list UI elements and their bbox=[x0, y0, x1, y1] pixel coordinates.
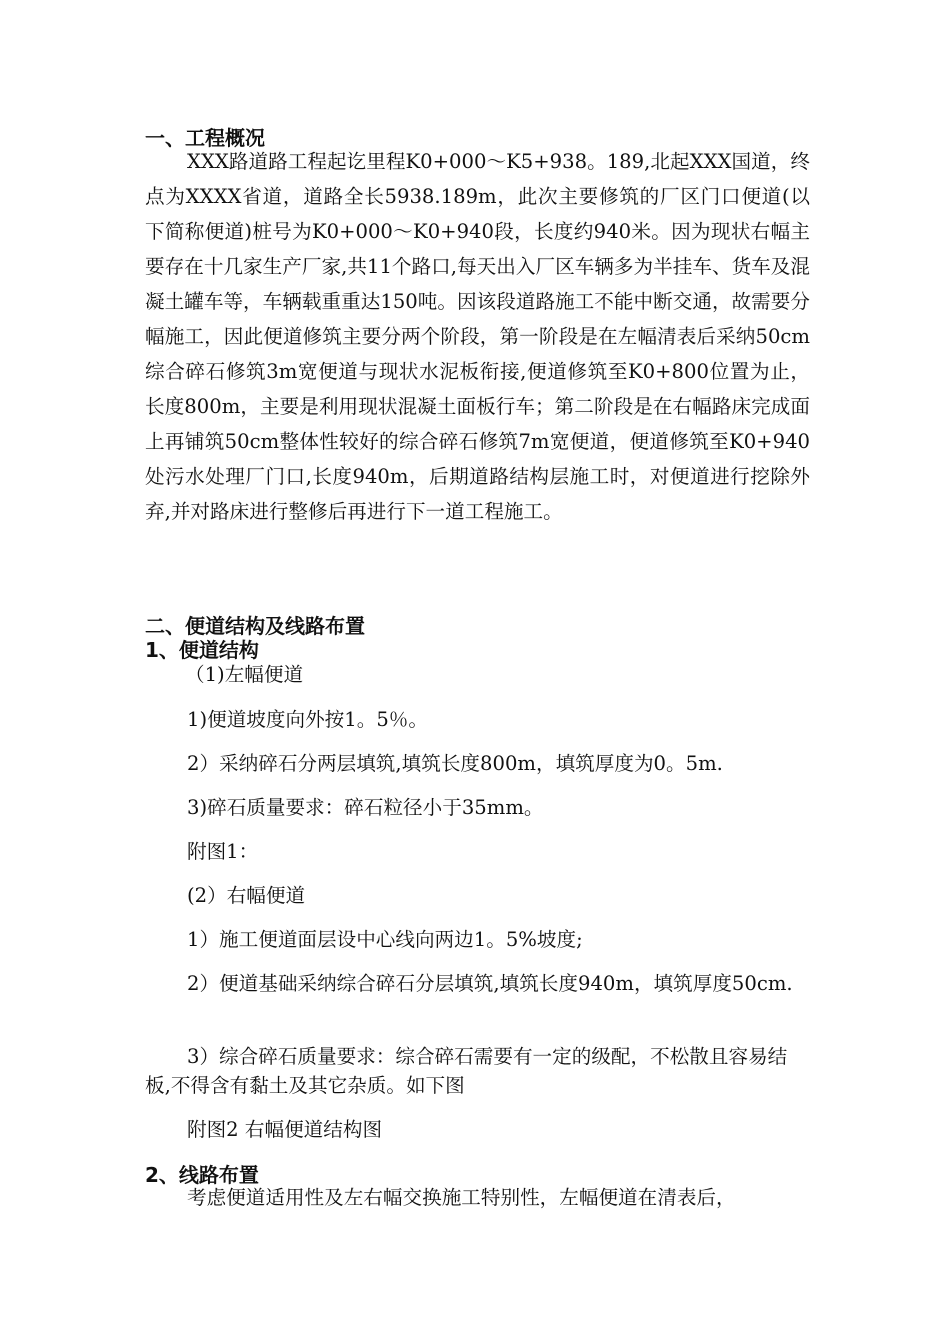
left-lane-item-1: 1)便道坡度向外按1。5％。 bbox=[187, 708, 428, 731]
section-1-heading: 一、工程概况 bbox=[145, 126, 265, 150]
figure-2-caption: 附图2 右幅便道结构图 bbox=[187, 1118, 383, 1141]
section-1-paragraph: XXX路道路工程起讫里程K0+000～K5+938。189,北起XXX国道，终点为XXXX省道，道路全长5938.189m，此次主要修筑的厂区门口便道(以下简称便道)桩号为K0+000～K0+940段，长度约940米。因为现状右幅主要存在十几家生产厂家,共11个路口,每天出入厂区车辆多为半挂车、货车及混凝土罐车等，车辆载重重达150吨。因该段道路施工不能中断交通，故需要分幅施工，因此便道修筑主要分两个阶段，第一阶段是在左幅清表后采纳50cm综合碎石修筑3m宽便道与现状水泥板衔接,便道修筑至K0+800位置为止，长度800m，主要是利用现状混凝土面板行车；第二阶段是在右幅路床完成面上再铺筑50cm整体性较好的综合碎石修筑7m宽便道，便道修筑至K0+940处污水处理厂门口,长度940m，后期道路结构层施工时，对便道进行挖除外弃,并对路床进行整修后再进行下一道工程施工。 bbox=[145, 150, 810, 523]
left-lane-item-3: 3)碎石质量要求：碎石粒径小于35mm。 bbox=[187, 796, 544, 819]
section-2-heading: 二、便道结构及线路布置 bbox=[145, 614, 365, 638]
subsection-2-heading: 2、线路布置 bbox=[145, 1163, 259, 1187]
right-lane-item-3: 3）综合碎石质量要求：综合碎石需要有一定的级配，不松散且容易结板,不得含有黏土及其它杂质。如下图 bbox=[145, 1045, 788, 1097]
right-lane-title: (2）右幅便道 bbox=[187, 884, 306, 907]
subsection-2-paragraph: 考虑便道适用性及左右幅交换施工特别性，左幅便道在清表后， bbox=[187, 1186, 736, 1209]
left-lane-title: （1)左幅便道 bbox=[185, 663, 304, 686]
subsection-1-heading: 1、便道结构 bbox=[145, 638, 259, 662]
right-lane-item-1: 1）施工便道面层设中心线向两边1。5%坡度; bbox=[187, 928, 583, 951]
figure-1-caption: 附图1： bbox=[187, 840, 259, 863]
right-lane-item-2: 2）便道基础采纳综合碎石分层填筑,填筑长度940m，填筑厚度50cm. bbox=[187, 972, 793, 995]
left-lane-item-2: 2）采纳碎石分两层填筑,填筑长度800m，填筑厚度为0。5m. bbox=[187, 752, 723, 775]
